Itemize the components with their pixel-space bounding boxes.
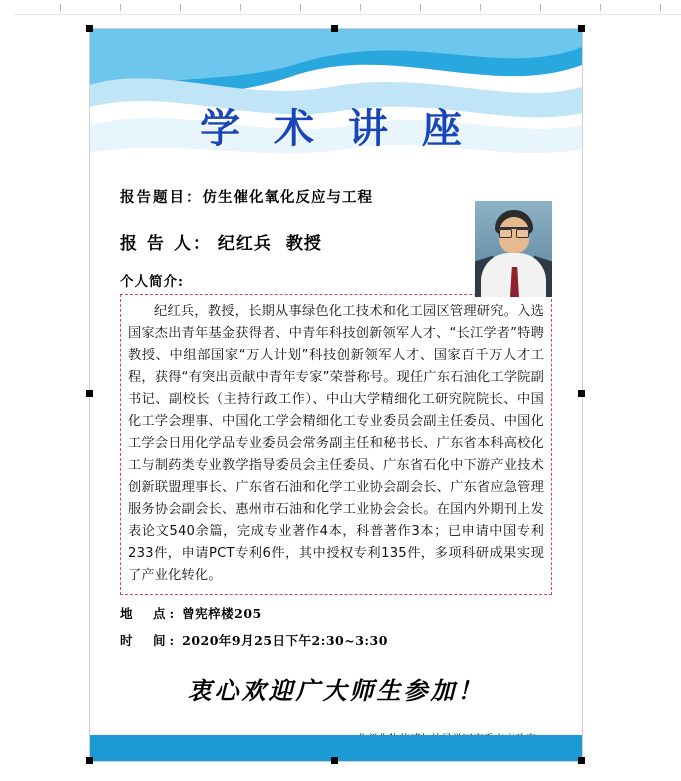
ruler-tick <box>600 4 601 11</box>
speaker-label: 报 告 人： <box>120 234 212 254</box>
ruler-tick <box>420 4 421 11</box>
ruler-tick <box>480 4 481 11</box>
selection-handle-top-left[interactable] <box>86 25 93 32</box>
topic-value: 仿生催化氧化反应与工程 <box>202 189 373 206</box>
time-value: 2020年9月25日下午2:30~3:30 <box>182 633 388 648</box>
place-row <box>120 604 552 622</box>
ruler-tick <box>360 4 361 11</box>
poster-title-wrap <box>90 97 582 154</box>
ruler-tick <box>180 4 181 11</box>
ruler-tick <box>540 4 541 11</box>
selection-handle-middle-right[interactable] <box>578 390 585 397</box>
bio-text: 纪红兵，教授，长期从事绿色化工技术和化工园区管理研究。入选国家杰出青年基金获得者、中青年科技创新领军人才、“长江学者”特聘教授、中组部国家“万人计划”科技创新领军人才、国家百千万人才工程，获得“有突出贡献中青年专家”荣誉称号。现任广东石油化工学院副书记、副校长（主持行政工作）、中山大学精细化工研究院院长、中国化工学会理事、中国化工学会精细化工专业委员会副主任委员、中国化工学会日用化学品专业委员会常务副主任和秘书长、广东省本科高校化工与制药类专业教学指导委员会主任委员、广东省石化中下游产业技术创新联盟理事长、广东省石油和化学工业协会副会长、广东省应急管理服务协会副会长、惠州市石油和化学工业协会会长。在国内外期刊上发表论文540余篇，完成专业著作4本，科普著作3本；已申请中国专利233件，申请PCT专利6件，其中授权专利135件，多项科研成果实现了产业化转化。 <box>128 304 544 583</box>
selection-handle-bottom-right[interactable] <box>578 757 585 764</box>
speaker-name: 纪红兵 <box>217 234 272 254</box>
ruler-tick <box>300 4 301 11</box>
selection-handle-bottom-center[interactable] <box>331 757 338 764</box>
poster-body <box>90 181 582 762</box>
topic-label: 报告题目： <box>120 189 203 206</box>
time-label: 时 间: <box>120 633 179 648</box>
bio-textbox[interactable] <box>120 294 552 595</box>
poster-title: 学 术 讲 座 <box>200 105 472 152</box>
place-label: 地 点: <box>120 606 179 621</box>
speaker-portrait-photo <box>475 201 552 297</box>
selection-handle-top-right[interactable] <box>578 25 585 32</box>
welcome-message: 衷心欢迎广大师生参加！ <box>187 676 485 705</box>
ruler-tick <box>660 4 661 11</box>
bio-label: 个人简介: <box>120 274 184 290</box>
ruler-top[interactable] <box>0 0 681 15</box>
ruler-tick <box>60 4 61 11</box>
selection-handle-top-center[interactable] <box>331 25 338 32</box>
portrait-glasses <box>499 227 529 236</box>
speaker-title: 教授 <box>285 234 322 254</box>
ruler-left[interactable] <box>0 0 14 781</box>
ruler-tick <box>120 4 121 11</box>
poster-document[interactable] <box>89 28 583 762</box>
time-row <box>120 631 552 649</box>
selection-handle-bottom-left[interactable] <box>86 757 93 764</box>
place-value: 曾宪梓楼205 <box>182 606 262 621</box>
selection-handle-middle-left[interactable] <box>86 390 93 397</box>
ruler-tick <box>240 4 241 11</box>
